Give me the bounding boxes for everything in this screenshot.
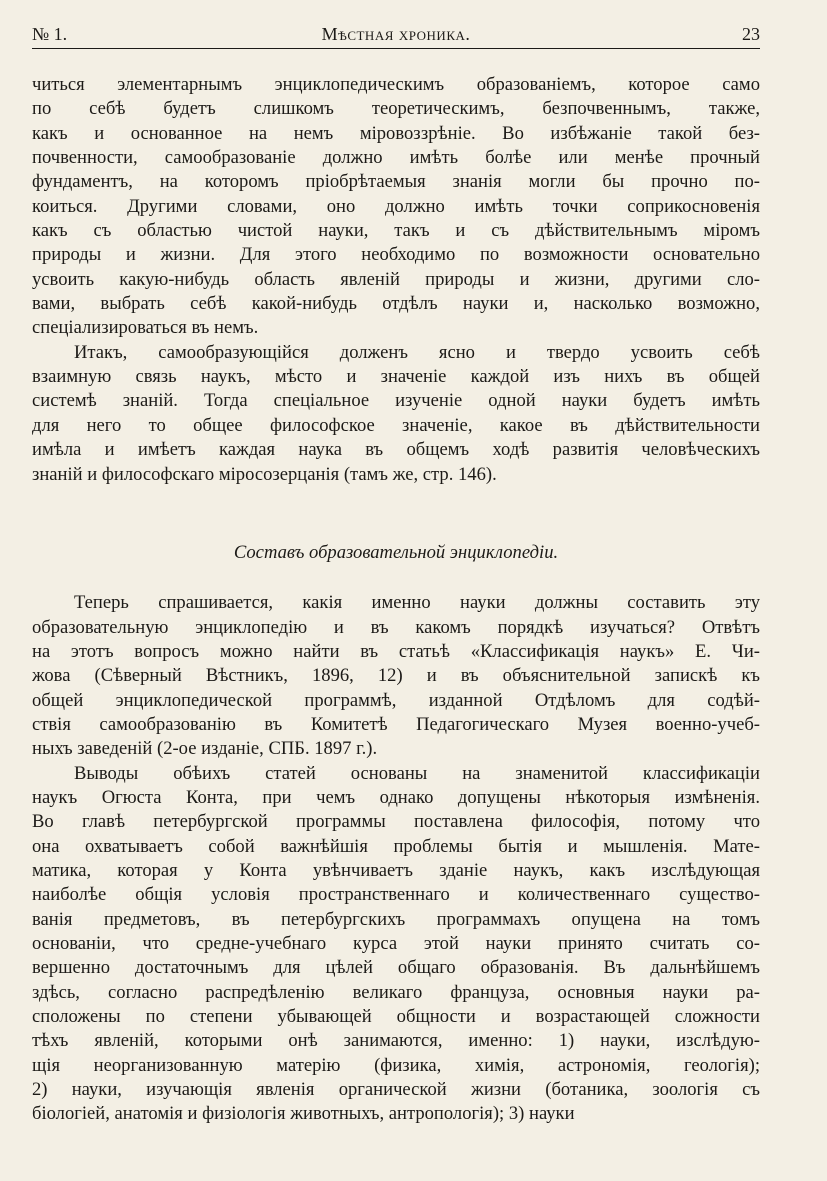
text-line: общей энциклопедической программѣ, изданной Отдѣломъ для содѣй-: [32, 689, 760, 711]
text-line: ствія самообразованію въ Комитетѣ Педагогическаго Музея военно-учеб-: [32, 713, 760, 735]
text-line: жова (Сѣверный Вѣстникъ, 1896, 12) и въ объяснительной запискѣ къ: [32, 665, 760, 687]
text-line: Выводы обѣихъ статей основаны на знаменитой классификаціи: [74, 762, 760, 784]
paragraph: [32, 73, 760, 341]
text-line: на этотъ вопросъ можно найти въ статьѣ «Классификація наукъ» Е. Чи-: [32, 640, 760, 662]
text-line: основаніи, что средне-учебнаго курса этой науки принято считать со-: [32, 933, 760, 954]
text-line: системѣ знаній. Тогда спеціальное изученіе одной науки будетъ имѣть: [32, 390, 760, 412]
text-line: усвоить какую-нибудь область явленій природы и жизни, другими сло-: [32, 268, 760, 290]
text-line: здѣсь, согласно распредѣленію великаго француза, основныя науки ра-: [32, 981, 760, 1003]
header-rule: [32, 48, 760, 49]
text-line: для него то общее философское значеніе, какое въ дѣйствительности: [32, 414, 760, 436]
text-line: она охватываетъ собой важнѣйшія проблемы бытія и мышленія. Мате-: [32, 835, 760, 857]
text-line: имѣла и имѣетъ каждая наука въ общемъ ходѣ развитія человѣческихъ: [32, 439, 760, 461]
text-line: коиться. Другими словами, оно должно имѣть точки соприкосновенія: [32, 195, 760, 217]
text-line: тѣхъ явленій, которыми онѣ занимаются, именно: 1) науки, изслѣдую-: [32, 1030, 760, 1052]
text-line: Теперь спрашивается, какія именно науки должны составить эту: [74, 592, 760, 614]
section-heading: Составъ образовательной энциклопедіи.: [233, 541, 559, 563]
text-line: біологіей, анатомія и физіологія животныхъ, антропологія); 3) науки: [32, 1103, 575, 1125]
text-line: взаимную связь наукъ, мѣсто и значеніе каждой изъ нихъ въ общей: [32, 366, 760, 388]
text-line: знаній и философскаго міросозерцанія (тамъ же, стр. 146).: [32, 463, 497, 485]
text-line: фундаментъ, на которомъ пріобрѣтаемыя знанія могли бы прочно по-: [32, 171, 760, 193]
text-line: ныхъ заведеній (2-ое изданіе, СПБ. 1897 г.).: [32, 738, 378, 760]
text-line: Во главѣ петербургской программы поставлена философія, потому что: [32, 811, 760, 833]
text-line: вершенно достаточнымъ для цѣлей общаго образованія. Въ дальнѣйшемъ: [32, 957, 760, 979]
page-number: 23: [742, 24, 760, 44]
text-line: какъ съ областью чистой науки, такъ и съ дѣйствительнымъ міромъ: [32, 220, 760, 242]
text-line: образовательную энциклопедію и въ какомъ порядкѣ изучаться? Отвѣтъ: [32, 616, 760, 638]
text-line: по себѣ будетъ слишкомъ теоретическимъ, безпочвеннымъ, также,: [32, 98, 760, 120]
paragraph: [32, 591, 760, 761]
section-title: Мѣстная хроника.: [321, 24, 471, 44]
text-line: почвенности, самообразованіе должно имѣть болѣе или менѣе прочный: [32, 147, 760, 169]
issue-number: № 1.: [32, 24, 68, 44]
text-line: природы и жизни. Для этого необходимо по возможности основательно: [32, 244, 760, 266]
text-line: щія неорганизованную матерію (физика, химія, астрономія, геологія);: [32, 1054, 760, 1076]
text-line: сположены по степени убывающей общности и возрастающей сложности: [32, 1006, 760, 1028]
text-line: 2) науки, изучающія явленія органической жизни (ботаника, зоологія съ: [32, 1079, 760, 1101]
body-text: [32, 73, 760, 1127]
text-line: ванія предметовъ, въ петербургскихъ программахъ опущена на томъ: [32, 908, 760, 930]
text-line: наиболѣе общія условія пространственнаго и количественнаго существо-: [32, 884, 760, 906]
text-line: читься элементарнымъ энциклопедическимъ образованіемъ, которое само: [32, 74, 760, 95]
text-line: Итакъ, самообразующійся долженъ ясно и твердо усвоить себѣ: [74, 341, 760, 363]
text-line: наукъ Огюста Конта, при чемъ однако допущены нѣкоторыя измѣненія.: [32, 786, 760, 808]
running-header: [32, 24, 760, 48]
text-line: какъ и основанное на немъ міровоззрѣніе. Во избѣжаніе такой без-: [32, 122, 760, 144]
text-line: вами, выбрать себѣ какой-нибудь отдѣлъ науки и, насколько возможно,: [32, 293, 760, 315]
text-line: спеціализироваться въ немъ.: [32, 317, 259, 339]
paragraph: [32, 762, 760, 1127]
text-line: матика, которая у Конта увѣнчиваетъ зданіе наукъ, какъ изслѣдующая: [32, 859, 760, 881]
paragraph: [32, 341, 760, 487]
